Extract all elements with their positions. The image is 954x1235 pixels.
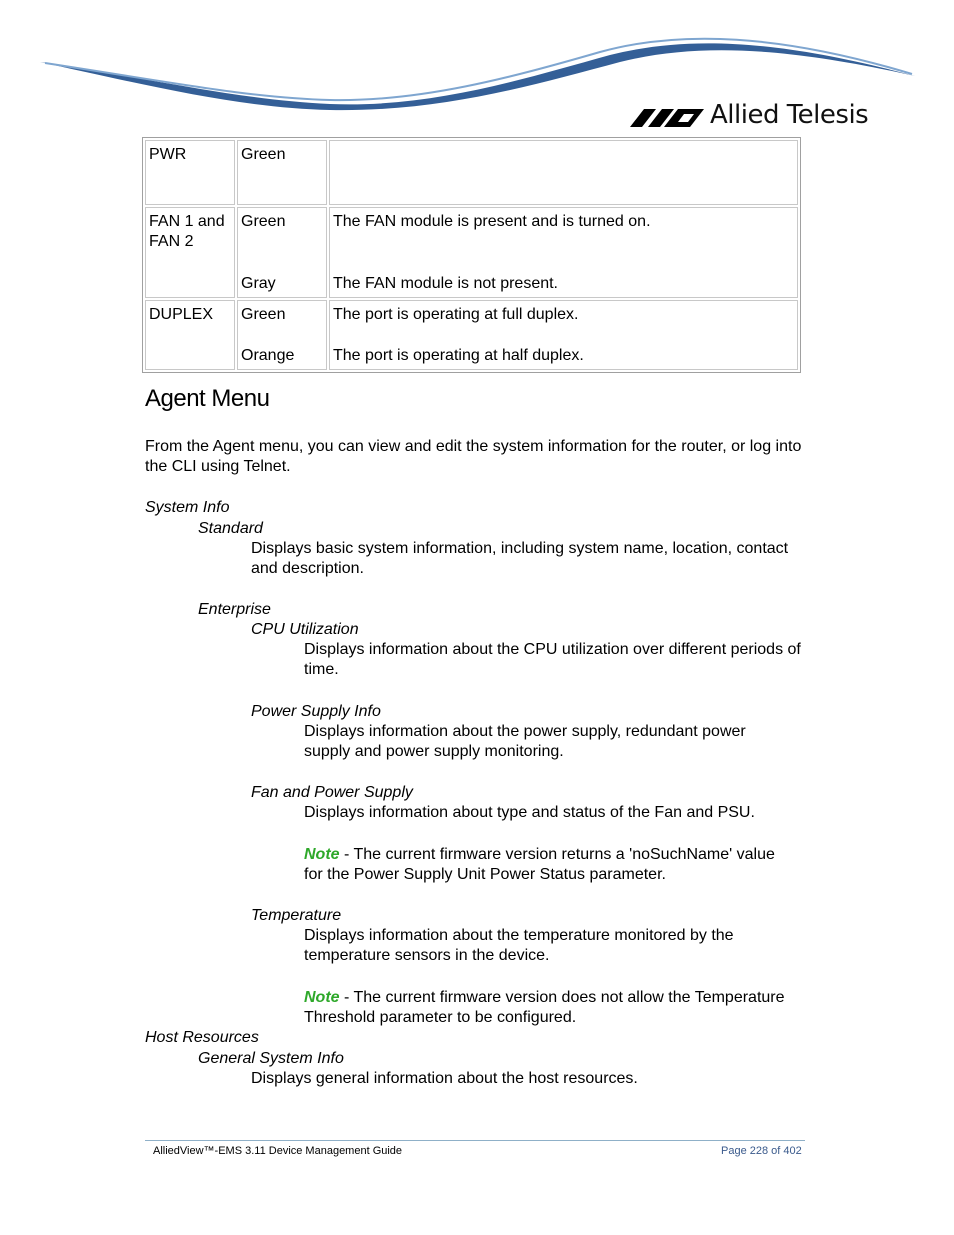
led-name-cell: DUPLEX	[145, 300, 235, 370]
cpu-utilization-heading: CPU Utilization	[251, 621, 359, 638]
led-description: The port is operating at full duplex.	[333, 306, 579, 323]
led-description: The FAN module is not present.	[333, 275, 558, 292]
logo-text: Allied Telesis	[710, 100, 869, 130]
standard-description: Displays basic system information, including system name, location, contact and description.	[251, 540, 789, 577]
led-description: The port is operating at half duplex.	[333, 347, 584, 364]
standard-heading: Standard	[198, 520, 263, 537]
led-description-cell	[329, 300, 798, 370]
led-color-cell	[237, 207, 327, 298]
footer-divider	[145, 1140, 805, 1141]
temperature-note	[304, 988, 809, 1028]
note-label: Note	[304, 846, 340, 863]
note-text: - The current firmware version returns a 'noSuchName' value for the Power Supply Unit Power Status parameter.	[304, 846, 775, 883]
led-color: Orange	[241, 347, 295, 364]
fan-psu-note	[304, 845, 794, 885]
host-resources-heading: Host Resources	[145, 1029, 259, 1046]
led-name-cell: FAN 1 and FAN 2	[145, 207, 235, 298]
temperature-description: Displays information about the temperature monitored by the temperature sensors in the device.	[304, 927, 734, 964]
led-color-cell: Green	[237, 140, 327, 205]
led-color: Green	[241, 306, 286, 323]
general-system-info-heading: General System Info	[198, 1050, 344, 1067]
temperature-heading: Temperature	[251, 907, 342, 924]
power-supply-info-heading: Power Supply Info	[251, 703, 381, 720]
led-description-cell	[329, 140, 798, 205]
intro-paragraph: From the Agent menu, you can view and edit the system information for the router, or log into the CLI using Telnet.	[145, 438, 802, 475]
fan-and-power-supply-heading: Fan and Power Supply	[251, 784, 413, 801]
led-color-cell	[237, 300, 327, 370]
table-row	[145, 140, 798, 205]
table-row	[145, 300, 798, 370]
cpu-utilization-description: Displays information about the CPU utilization over different periods of time.	[304, 641, 801, 678]
note-label: Note	[304, 989, 340, 1006]
fan-and-power-supply-description: Displays information about type and status of the Fan and PSU.	[304, 804, 755, 821]
footer-document-title: AlliedView™-EMS 3.11 Device Management Guide	[153, 1145, 403, 1157]
general-system-info-description: Displays general information about the host resources.	[251, 1070, 638, 1087]
led-description-cell	[329, 207, 798, 298]
led-color: Green	[241, 213, 286, 230]
enterprise-heading: Enterprise	[198, 601, 271, 618]
led-description: The FAN module is present and is turned on.	[333, 213, 651, 230]
table-row	[145, 207, 798, 298]
system-info-heading: System Info	[145, 499, 230, 516]
footer-page-number: Page 228 of 402	[721, 1145, 802, 1157]
led-status-table	[142, 137, 801, 373]
note-text: - The current firmware version does not allow the Temperature Threshold parameter to be configured.	[304, 989, 785, 1026]
section-title: Agent Menu	[145, 385, 270, 412]
led-color: Gray	[241, 275, 276, 292]
led-name-cell: PWR	[145, 140, 235, 205]
power-supply-info-description: Displays information about the power supply, redundant power supply and power supply monitoring.	[304, 723, 746, 760]
